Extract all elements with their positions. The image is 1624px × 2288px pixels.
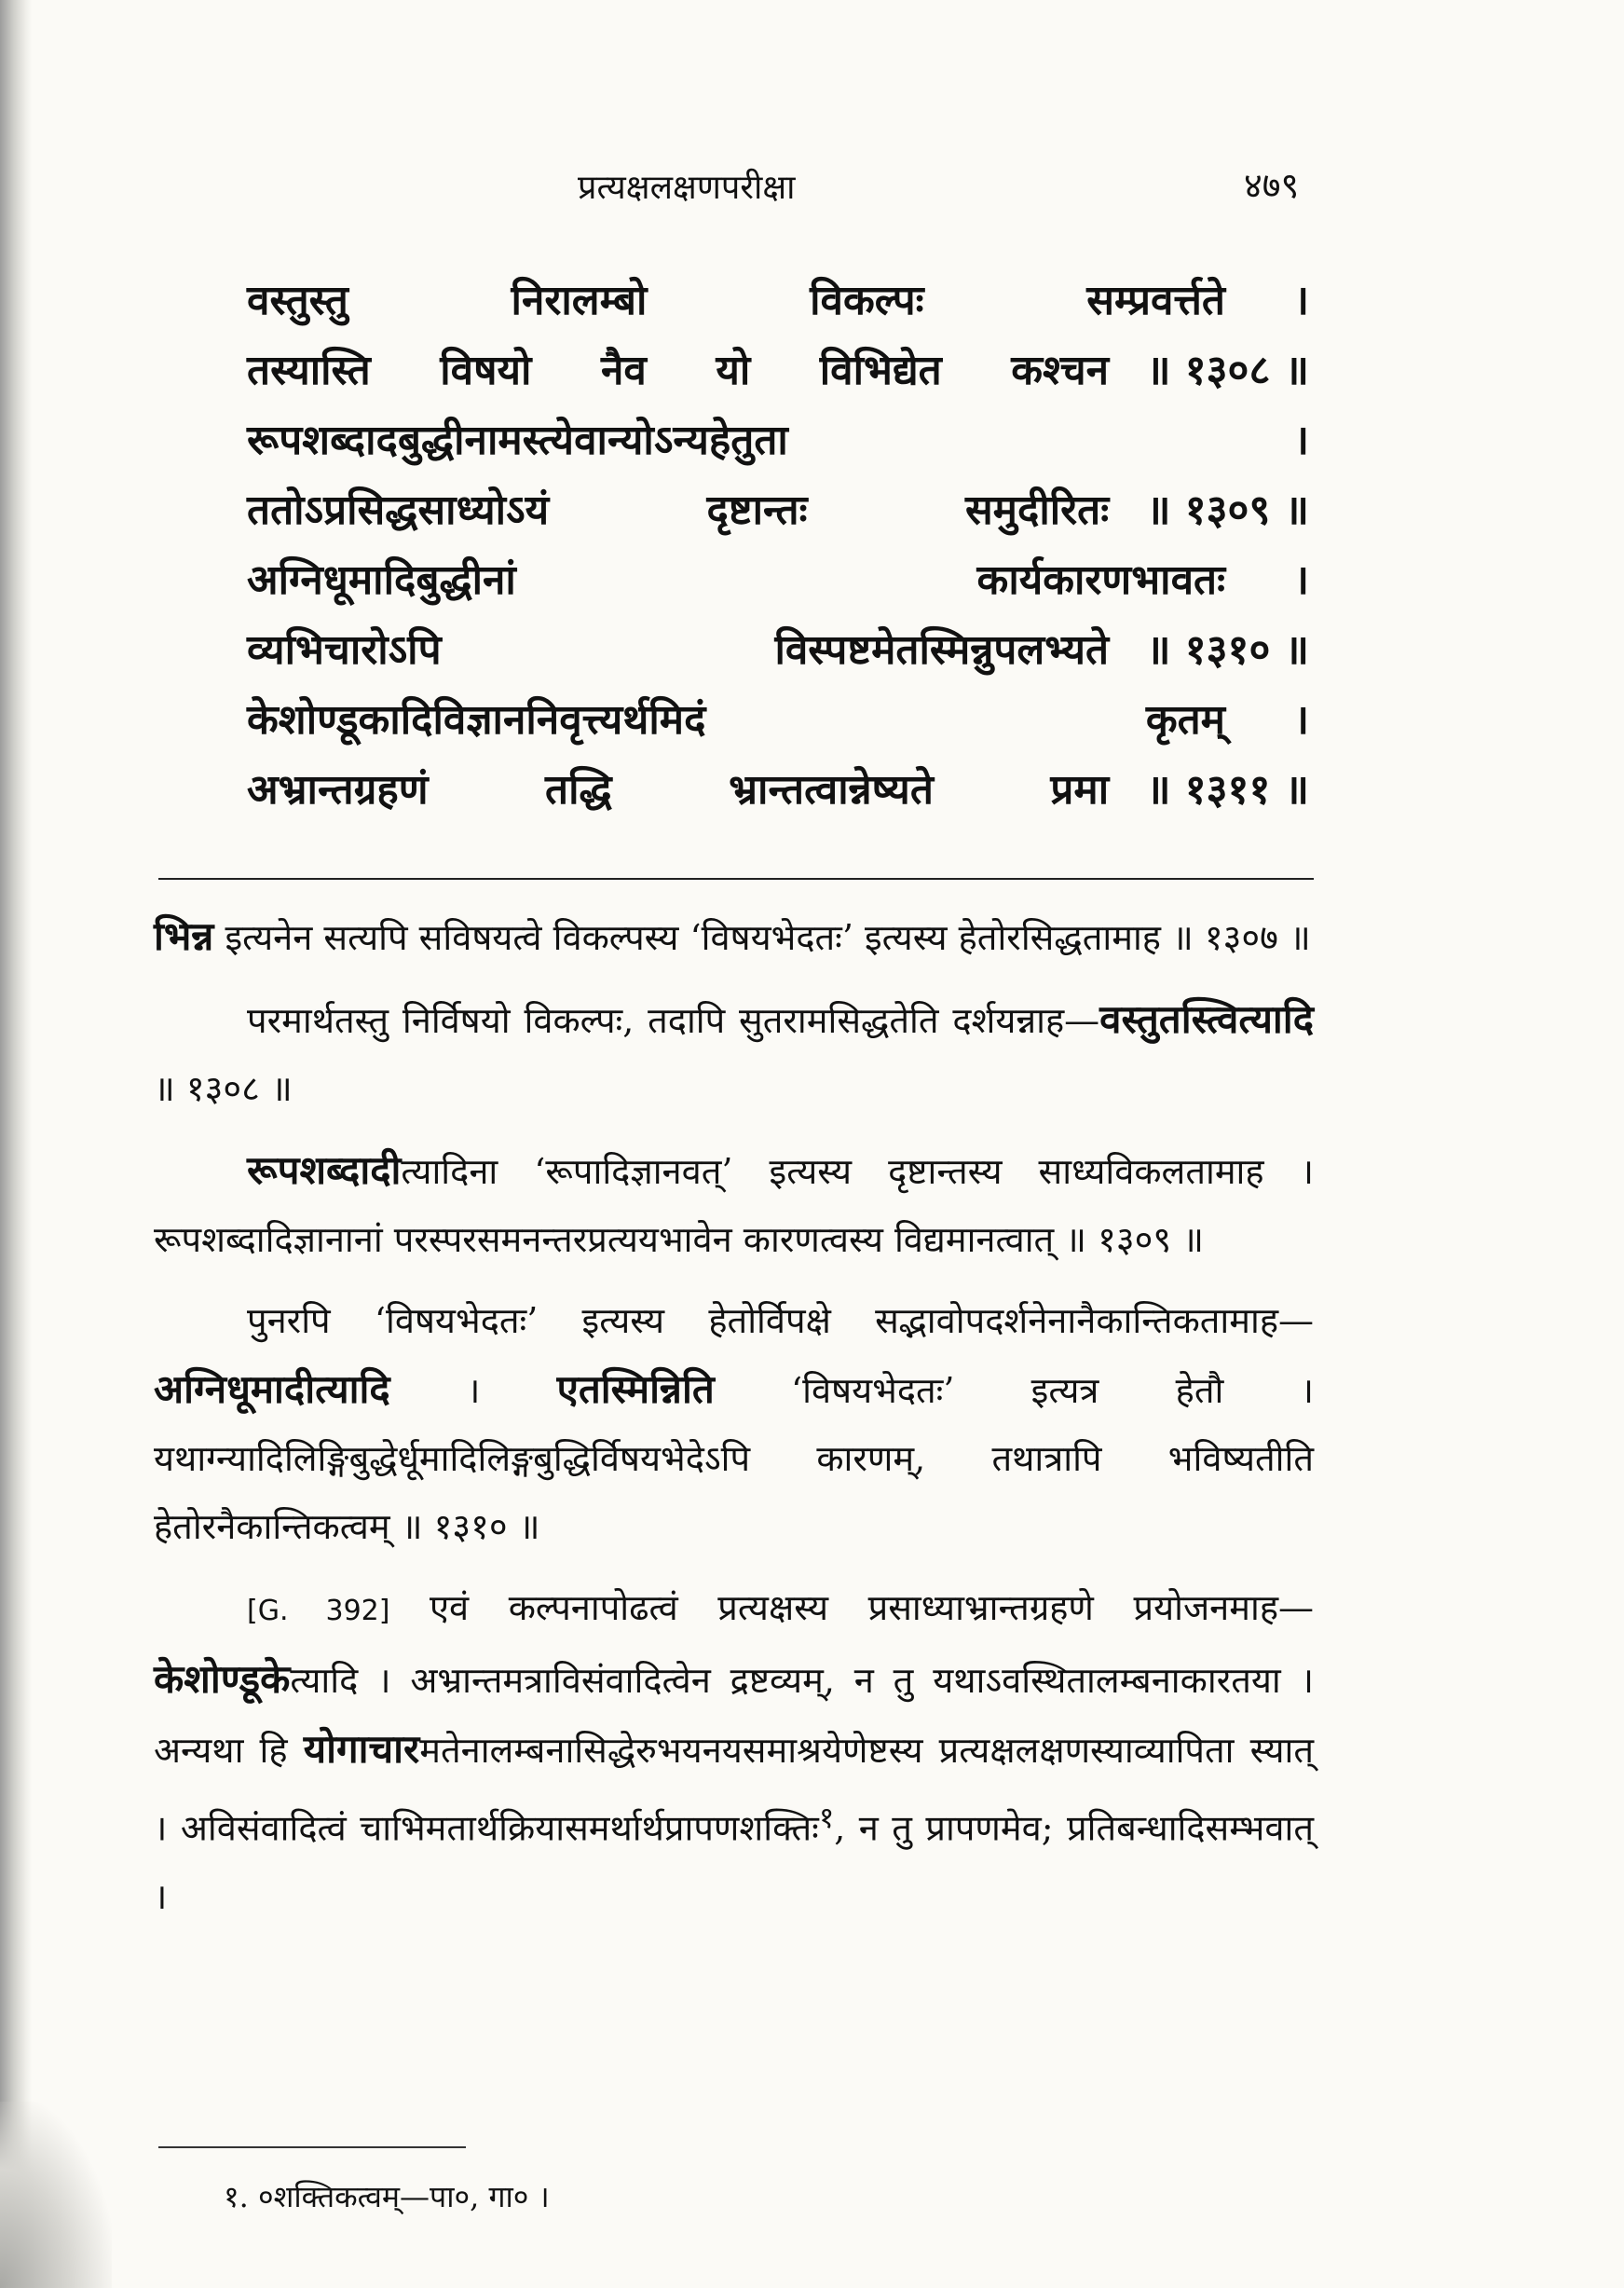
verse-block (247, 270, 1309, 829)
lemma-rupashabda: रूपशब्दादी (247, 1147, 402, 1193)
verse-word: विकल्पः (810, 277, 924, 324)
scanned-page-shadow (0, 2102, 112, 2288)
verse-word: प्रमा (1050, 766, 1110, 814)
verse-end-marker: । (1293, 556, 1309, 604)
verse-text (247, 690, 1225, 746)
verse-end-marker: । (1293, 417, 1309, 464)
verse-end-marker: । (1293, 277, 1309, 324)
verse-word: भ्रान्तत्वान्नेष्यते (729, 766, 934, 814)
verse-end-marker: ॥ १३०९ ॥ (1146, 486, 1309, 534)
verse-word: कश्चन (1011, 347, 1110, 394)
verse-word: यो (716, 347, 751, 394)
verse-word: विभिद्येत (819, 347, 942, 394)
verse-line (247, 340, 1309, 410)
verse-end-marker: ॥ १३१० ॥ (1146, 626, 1309, 674)
verse-word: विषयो (440, 347, 532, 394)
verse-word: रूपशब्दादबुद्धीनामस्त्येवान्योऽन्यहेतुता (247, 417, 788, 464)
term-yogachara: योगाचार (303, 1726, 420, 1772)
running-title: प्रत्यक्षलक्षणपरीक्षा (578, 169, 796, 207)
verse-word: अग्निधूमादिबुद्धीनां (247, 556, 516, 604)
commentary-paragraph-1307: भिन्न इत्यनेन सत्यपि सविषयत्वे विकल्पस्य ‘विषयभेदतः’ इत्यस्य हेतोरसिद्धतामाह ॥ १३०७ ॥ (154, 913, 1311, 959)
commentary-paragraph-1310: पुनरपि ‘विषयभेदतः’ इत्यस्य हेतोर्विपक्षे सद्भावोपदर्शनेनानैकान्तिकतामाह—अग्निधूमादीत्यादि । एतस्मिन्निति ‘विषयभेदतः’ इत्यत्र हेतौ । यथाग्न्यादिलिङ्गिबुद्धेर्धूमादिलिङ्गबुद्धिर्विषयभेदेऽपि कारणम्, तथात्रापि भविष्यतीति हेतोरनैकान्तिकत्वम् ॥ १३१० ॥ (154, 1300, 1314, 1547)
verse-line (247, 620, 1309, 690)
verse-text (247, 340, 1109, 396)
verse-word: समुदीरितः (964, 486, 1110, 534)
verse-word: तद्धि (545, 766, 612, 814)
verse-end-marker: ॥ १३११ ॥ (1146, 766, 1309, 814)
verse-text (247, 410, 1225, 466)
lemma-bhinna: भिन्न (154, 913, 214, 959)
lemma-vastutas: वस्तुतस्त्वित्यादि (1099, 996, 1314, 1042)
verse-word: अभ्रान्तग्रहणं (247, 766, 429, 814)
verse-word: कार्यकारणभावतः (976, 556, 1225, 604)
verse-word: वस्तुस्तु (247, 277, 348, 324)
commentary-paragraph-1308: परमार्थतस्तु निर्विषयो विकल्पः, तदापि सुतरामसिद्धतेति दर्शयन्नाह—वस्तुतस्त्वित्यादि ॥ १३०८ ॥ (154, 996, 1314, 1109)
footnote: १. ०शक्तिकत्वम्—पा०, गा० । (224, 2179, 550, 2214)
page-number: ४७९ (1244, 165, 1300, 206)
verse-text (247, 270, 1225, 326)
verse-line (247, 690, 1309, 760)
footnote-marker: १ (818, 1802, 835, 1835)
lemma-keshonduka: केशोण्डूके (154, 1656, 291, 1702)
verse-line (247, 270, 1309, 340)
verse-word: तस्यास्ति (247, 347, 371, 394)
verse-text (247, 620, 1109, 676)
verse-line (247, 480, 1309, 550)
commentary (154, 902, 1314, 1944)
verse-word: नैव (600, 347, 647, 394)
verse-word: विस्पष्टमेतस्मिन्नुपलभ्यते (774, 626, 1110, 674)
verse-word: ततोऽप्रसिद्धसाध्योऽयं (247, 486, 550, 534)
verse-word: सम्प्रवर्त्तते (1086, 277, 1225, 324)
verse-text (247, 550, 1225, 606)
verse-text (247, 760, 1109, 815)
verse-word: निरालम्बो (511, 277, 648, 324)
lemma-agnidhuma: अग्निधूमादीत्यादि (154, 1366, 390, 1412)
verse-word: केशोण्डूकादिविज्ञाननिवृत्त्यर्थमिदं (247, 696, 706, 744)
verse-text (247, 480, 1109, 536)
scanned-page-edge (0, 0, 32, 2288)
verse-line (247, 410, 1309, 480)
footnote-rule (158, 2146, 466, 2148)
commentary-paragraph-1311: [G. 392] एवं कल्पनापोढत्वं प्रत्यक्षस्य प्रसाध्याभ्रान्तग्रहणे प्रयोजनमाह—केशोण्डूकेत्यादि । अभ्रान्तमत्राविसंवादित्वेन द्रष्टव्यम्, न तु यथाऽवस्थितालम्बनाकारतया । अन्यथा हि योगाचारमतेनालम्बनासिद्धेरुभयनयसमाश्रयेणेष्टस्य प्रत्यक्षलक्षणस्याव्यापिता स्यात् । अविसंवादित्वं चाभिमतार्थक्रियासमर्थार्थप्रापणशक्तिः$^१$, न तु प्रापणमेव; प्रतिबन्धादिसम्भवात् । (154, 1587, 1314, 1917)
lemma-etasmin: एतस्मिन्निति (556, 1366, 715, 1412)
verse-word: दृष्टान्तः (706, 486, 808, 534)
verse-line (247, 760, 1309, 829)
gaekwad-page-reference: [G. 392] (247, 1595, 390, 1627)
commentary-paragraph-1309: रूपशब्दादीत्यादिना ‘रूपादिज्ञानवत्’ इत्यस्य दृष्टान्तस्य साध्यविकलतामाह । रूपशब्दादिज्ञानानां परस्परसमनन्तरप्रत्ययभावेन कारणत्वस्य विद्यमानत्वात् ॥ १३०९ ॥ (154, 1147, 1314, 1260)
verse-word: व्यभिचारोऽपि (247, 626, 442, 674)
verse-end-marker: ॥ १३०८ ॥ (1146, 347, 1309, 394)
verse-end-marker: । (1293, 696, 1309, 744)
verse-word: कृतम् (1145, 696, 1225, 744)
section-divider (158, 878, 1314, 880)
verse-line (247, 550, 1309, 620)
